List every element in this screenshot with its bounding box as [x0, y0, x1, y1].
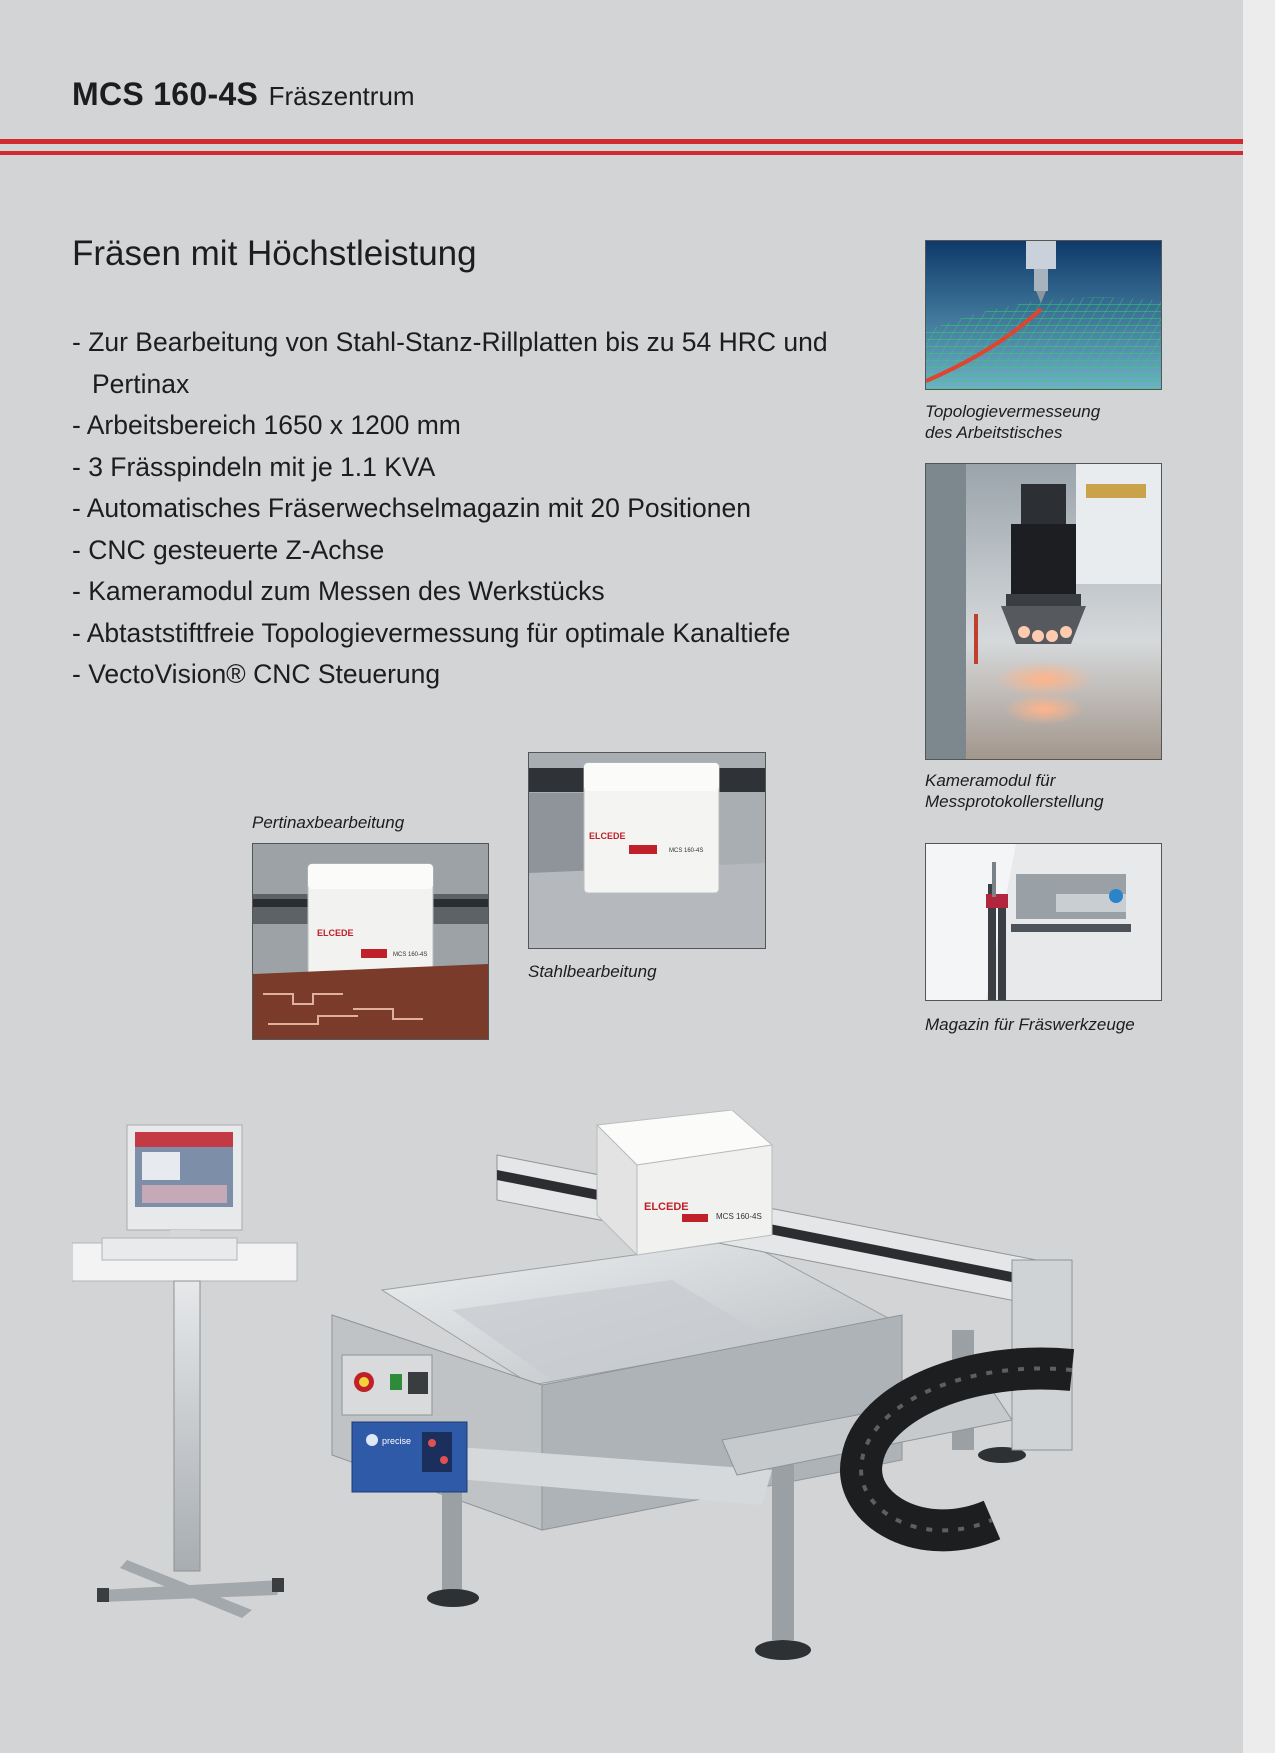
- caption-line: Topologievermesseung: [925, 402, 1101, 421]
- pertinax-photo: [252, 843, 489, 1040]
- machine-brand-label: ELCEDE: [644, 1201, 689, 1213]
- topology-photo: [925, 240, 1162, 390]
- machine-model-label: MCS 160-4S: [716, 1212, 762, 1221]
- caption-line: Kameramodul für: [925, 771, 1056, 790]
- feature-item: - Abtaststiftfreie Topologievermessung für optimale Kanaltiefe: [72, 613, 912, 655]
- topology-caption: [925, 401, 1100, 443]
- feature-item: - Zur Bearbeitung von Stahl-Stanz-Rillplatten bis zu 54 HRC und Pertinax: [72, 322, 912, 405]
- caption-line: Messprotokollerstellung: [925, 792, 1104, 811]
- model-name: MCS 160-4S: [72, 76, 259, 112]
- milling-center-image: [72, 1110, 1182, 1730]
- machine-brand-label: ELCEDE: [317, 928, 354, 938]
- tool-magazine-photo: [925, 843, 1162, 1001]
- feature-item: - Automatisches Fräserwechselmagazin mit 20 Positionen: [72, 488, 912, 530]
- caption-line: des Arbeitstisches: [925, 423, 1063, 442]
- product-type: Fräszentrum: [268, 81, 415, 111]
- feature-item: - CNC gesteuerte Z-Achse: [72, 530, 912, 572]
- steel-photo: [528, 752, 766, 949]
- headline: Fräsen mit Höchstleistung: [72, 234, 477, 273]
- camera-caption: [925, 770, 1104, 812]
- header-rule: [0, 151, 1243, 155]
- pertinax-caption: Pertinaxbearbeitung: [252, 813, 405, 832]
- machine-model-label: MCS 160-4S: [669, 848, 704, 854]
- feature-item: - Kameramodul zum Messen des Werkstücks: [72, 571, 912, 613]
- page-edge: [1243, 0, 1275, 1753]
- feature-item: - VectoVision® CNC Steuerung: [72, 654, 912, 696]
- machine: [332, 1110, 1072, 1660]
- camera-module-photo: [925, 463, 1162, 760]
- page-header: [72, 76, 415, 113]
- feature-list: [72, 322, 912, 696]
- pc-terminal: [72, 1125, 297, 1618]
- feature-item: - 3 Frässpindeln mit je 1.1 KVA: [72, 447, 912, 489]
- machine-model-label: MCS 160-4S: [393, 952, 428, 958]
- steel-caption: Stahlbearbeitung: [528, 962, 657, 981]
- machine-brand-label: ELCEDE: [589, 831, 626, 841]
- feature-item: - Arbeitsbereich 1650 x 1200 mm: [72, 405, 912, 447]
- magazine-caption: Magazin für Fräswerkzeuge: [925, 1015, 1135, 1034]
- control-panel-brand: precise: [382, 1436, 412, 1446]
- header-rule: [0, 139, 1243, 144]
